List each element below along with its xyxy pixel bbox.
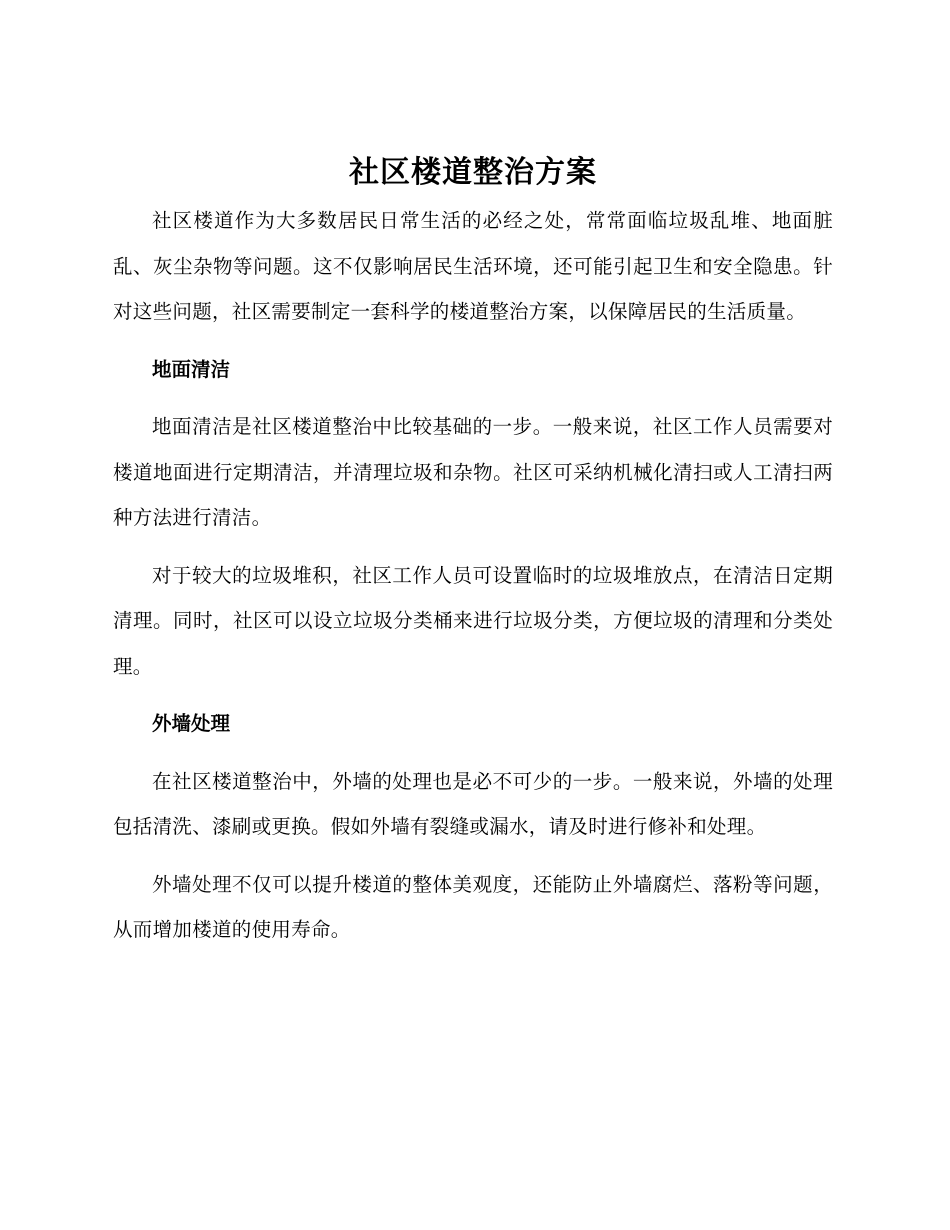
document-page: [113, 148, 833, 953]
section-paragraph: 地面清洁是社区楼道整治中比较基础的一步。一般来说，社区工作人员需要对楼道地面进行定期清洁，并清理垃圾和杂物。社区可采纳机械化清扫或人工清扫两种方法进行清洁。: [113, 415, 833, 529]
spacer: [113, 541, 833, 553]
section-paragraph: 外墙处理不仅可以提升楼道的整体美观度，还能防止外墙腐烂、落粉等问题，从而增加楼道的使用寿命。: [113, 872, 833, 941]
section-paragraph: 对于较大的垃圾堆积，社区工作人员可设置临时的垃圾堆放点，在清洁日定期清理。同时，社区可以设立垃圾分类桶来进行垃圾分类，方便垃圾的清理和分类处理。: [113, 563, 833, 678]
section-heading-ground-cleaning: 地面清洁: [152, 357, 231, 381]
spacer: [113, 335, 833, 347]
spacer: [113, 850, 833, 862]
spacer: [113, 747, 833, 759]
section-paragraph: 在社区楼道整治中，外墙的处理也是必不可少的一步。一般来说，外墙的处理包括清洗、漆刷或更换。假如外墙有裂缝或漏水，请及时进行修补和处理。: [113, 769, 833, 838]
section-heading-exterior-wall: 外墙处理: [152, 712, 231, 735]
document-title: 社区楼道整治方案: [349, 155, 597, 190]
intro-paragraph: 社区楼道作为大多数居民日常生活的必经之处，常常面临垃圾乱堆、地面脏乱、灰尘杂物等问题。这不仅影响居民生活环境，还可能引起卫生和安全隐患。针对这些问题，社区需要制定一套科学的楼道整治方案，以保障居民的生活质量。: [113, 209, 833, 323]
spacer: [113, 689, 833, 701]
spacer: [113, 392, 833, 404]
